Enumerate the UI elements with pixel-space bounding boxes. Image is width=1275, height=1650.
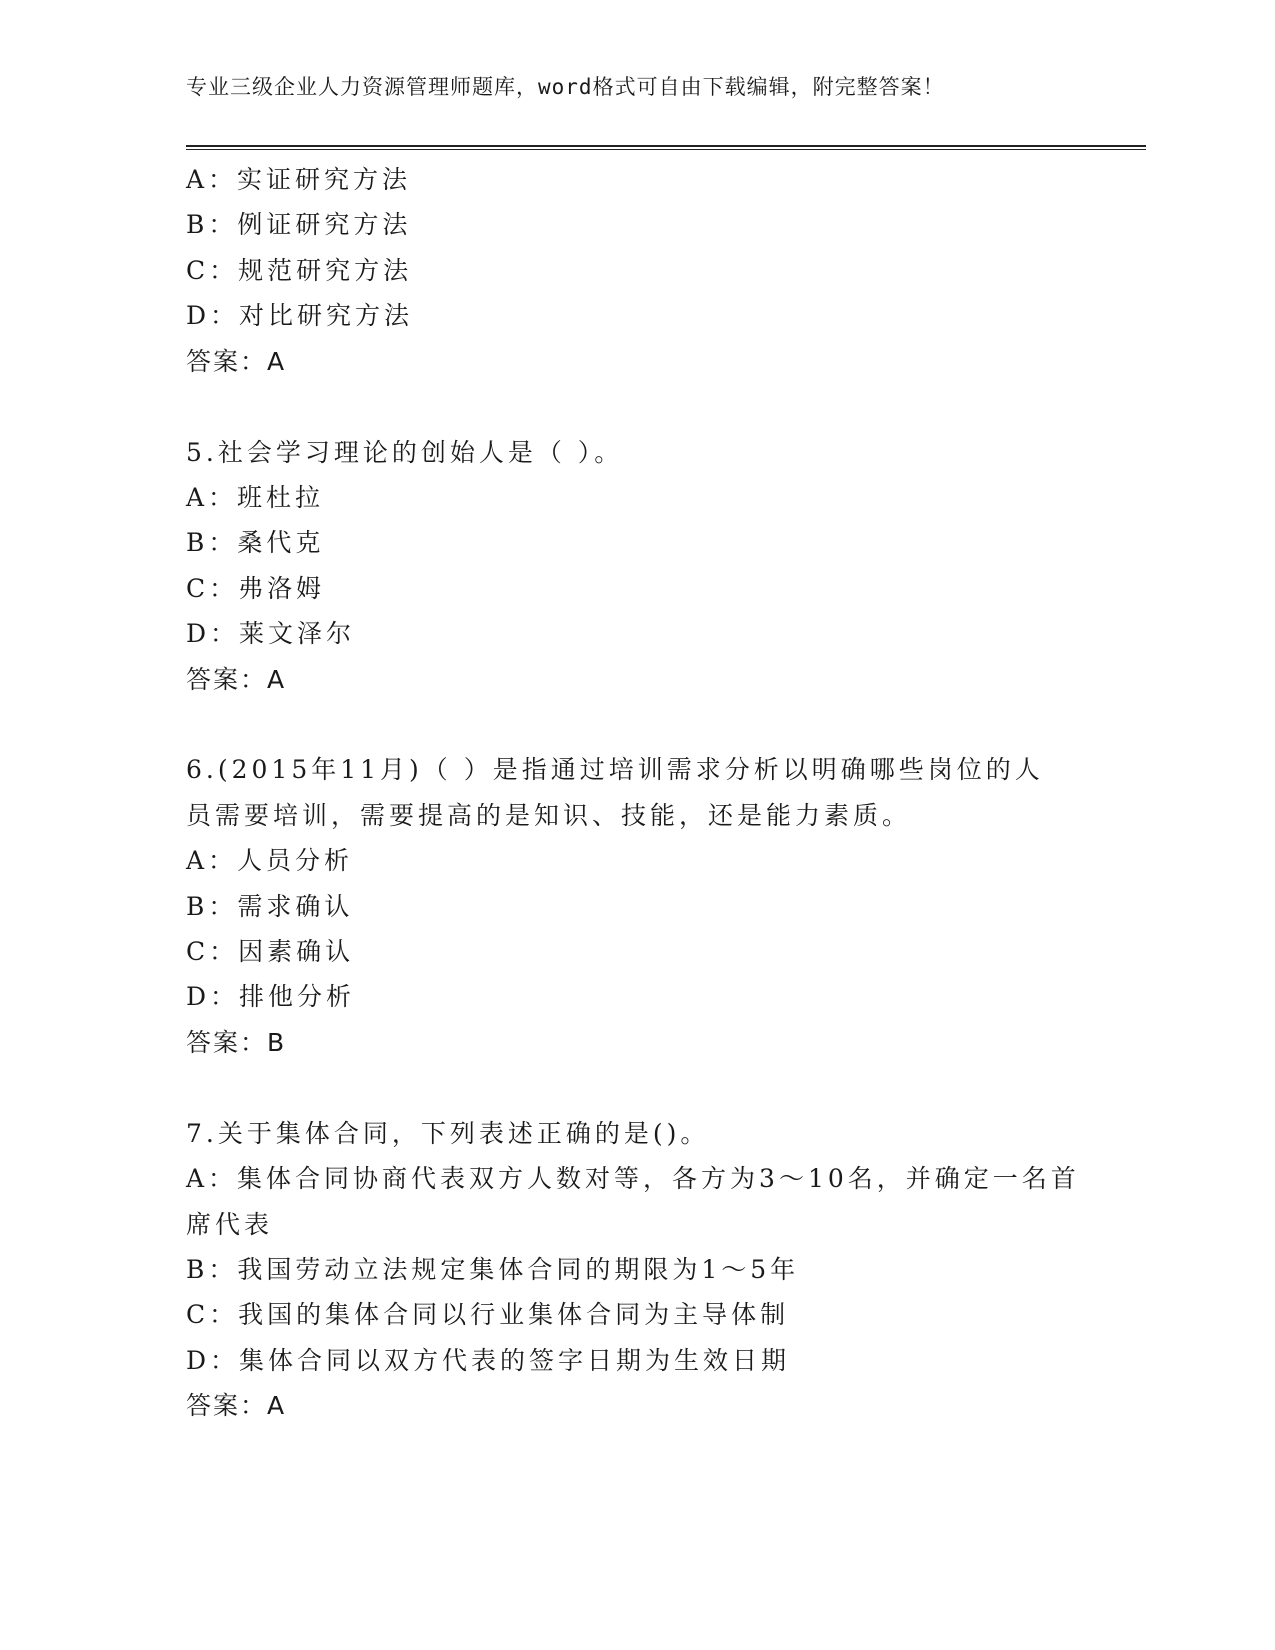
option-d: D：莱文泽尔 xyxy=(186,619,356,649)
question-5 xyxy=(186,430,1086,702)
option-c: C：弗洛姆 xyxy=(186,573,326,603)
page-header: 专业三级企业人力资源管理师题库，word格式可自由下载编辑，附完整答案！ xyxy=(186,75,945,99)
option-b: B：我国劳动立法规定集体合同的期限为1～5年 xyxy=(186,1254,800,1284)
question-4-partial xyxy=(186,157,1086,384)
answer: 答案：B xyxy=(186,1027,287,1057)
option-a-line-2: 席代表 xyxy=(186,1209,274,1239)
spacer xyxy=(186,1065,1086,1111)
option-c: C：因素确认 xyxy=(186,937,355,967)
option-d: D：集体合同以双方代表的签字日期为生效日期 xyxy=(186,1345,791,1375)
spacer xyxy=(186,384,1086,430)
question-7 xyxy=(186,1111,1086,1429)
option-b: B：例证研究方法 xyxy=(186,210,412,240)
question-stem: 5.社会学习理论的创始人是（ ）。 xyxy=(186,437,624,467)
question-stem: 7.关于集体合同，下列表述正确的是()。 xyxy=(186,1118,710,1148)
answer: 答案：A xyxy=(186,664,287,694)
question-content xyxy=(186,157,1086,1429)
option-c: C：规范研究方法 xyxy=(186,255,413,285)
option-d: D：排他分析 xyxy=(186,982,356,1012)
answer: 答案：A xyxy=(186,1391,287,1421)
option-b: B：需求确认 xyxy=(186,891,354,921)
option-b: B：桑代克 xyxy=(186,528,325,558)
question-6 xyxy=(186,747,1086,1065)
answer: 答案：A xyxy=(186,346,287,376)
option-a: A：实证研究方法 xyxy=(186,165,412,194)
header-rule xyxy=(186,145,1146,150)
question-stem-line-1: 6.(2015年11月)（ ）是指通过培训需求分析以明确哪些岗位的人 xyxy=(186,755,1044,785)
option-c: C：我国的集体合同以行业集体合同为主导体制 xyxy=(186,1300,790,1330)
question-stem-line-2: 员需要培训，需要提高的是知识、技能，还是能力素质。 xyxy=(186,800,912,830)
spacer xyxy=(186,702,1086,748)
option-a: A：人员分析 xyxy=(186,846,354,876)
option-a: A：班杜拉 xyxy=(186,482,325,512)
option-d: D：对比研究方法 xyxy=(186,301,414,331)
option-a-line-1: A：集体合同协商代表双方人数对等，各方为3～10名，并确定一名首 xyxy=(186,1164,1080,1194)
